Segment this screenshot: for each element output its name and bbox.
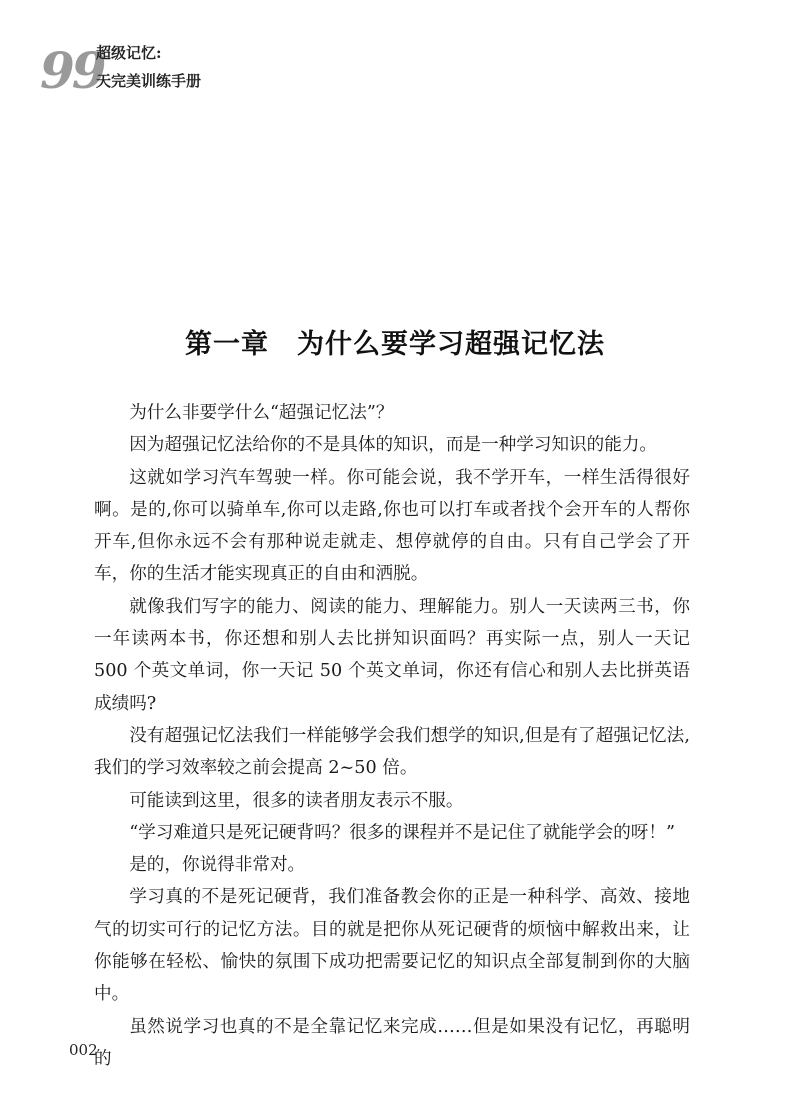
paragraph: 可能读到这里，很多的读者朋友表示不服。 <box>129 790 464 811</box>
paragraph: 是的，你说得非常对。 <box>129 855 306 876</box>
book-title-line2: 天完美训练手册 <box>96 72 202 90</box>
paragraph: 学习真的不是死记硬背，我们准备教会你的正是一种科学、高效、接地气的切实可行的记忆方法。目的就是把你从死记硬背的烦恼中解救出来，让你能够在轻松、愉快的氛围下成功把需要记忆的知识点全部复制到你的大脑中。 <box>94 887 690 1005</box>
book-title-line1: 超级记忆: <box>96 44 162 62</box>
running-header <box>40 40 280 100</box>
paragraph: 这就如学习汽车驾驶一样。你可能会说，我不学开车，一样生活得很好啊。是的,你可以骑单车,你可以走路,你也可以打车或者找个会开车的人帮你开车,但你永远不会有那种说走就走、想停就停的自由。只有自己学会了开车，你的生活才能实现真正的自由和洒脱。 <box>94 467 690 585</box>
page-number: 002 <box>69 1041 98 1059</box>
body-text <box>94 397 690 1075</box>
paragraph: 就像我们写字的能力、阅读的能力、理解能力。别人一天读两三书，你一年读两本书，你还想和别人去比拼知识面吗？再实际一点，别人一天记 500 个英文单词，你一天记 50 个英文单词，你还有信心和别人去比拼英语成绩吗? <box>94 596 690 714</box>
paragraph: 为什么非要学什么“超强记忆法”？ <box>129 403 394 423</box>
chapter-title: 第一章 为什么要学习超强记忆法 <box>185 329 605 360</box>
paragraph: “学习难道只是死记硬背吗？很多的课程并不是记住了就能学会的呀！” <box>129 822 675 843</box>
paragraph: 因为超强记忆法给你的不是具体的知识，而是一种学习知识的能力。 <box>129 435 658 456</box>
book-number-logo: 99 <box>40 41 104 100</box>
paragraph: 虽然说学习也真的不是全靠记忆来完成……但是如果没有记忆，再聪明的 <box>94 1016 690 1069</box>
paragraph: 没有超强记忆法我们一样能够学会我们想学的知识,但是有了超强记忆法,我们的学习效率较之前会提高 2~50 倍。 <box>94 725 690 779</box>
